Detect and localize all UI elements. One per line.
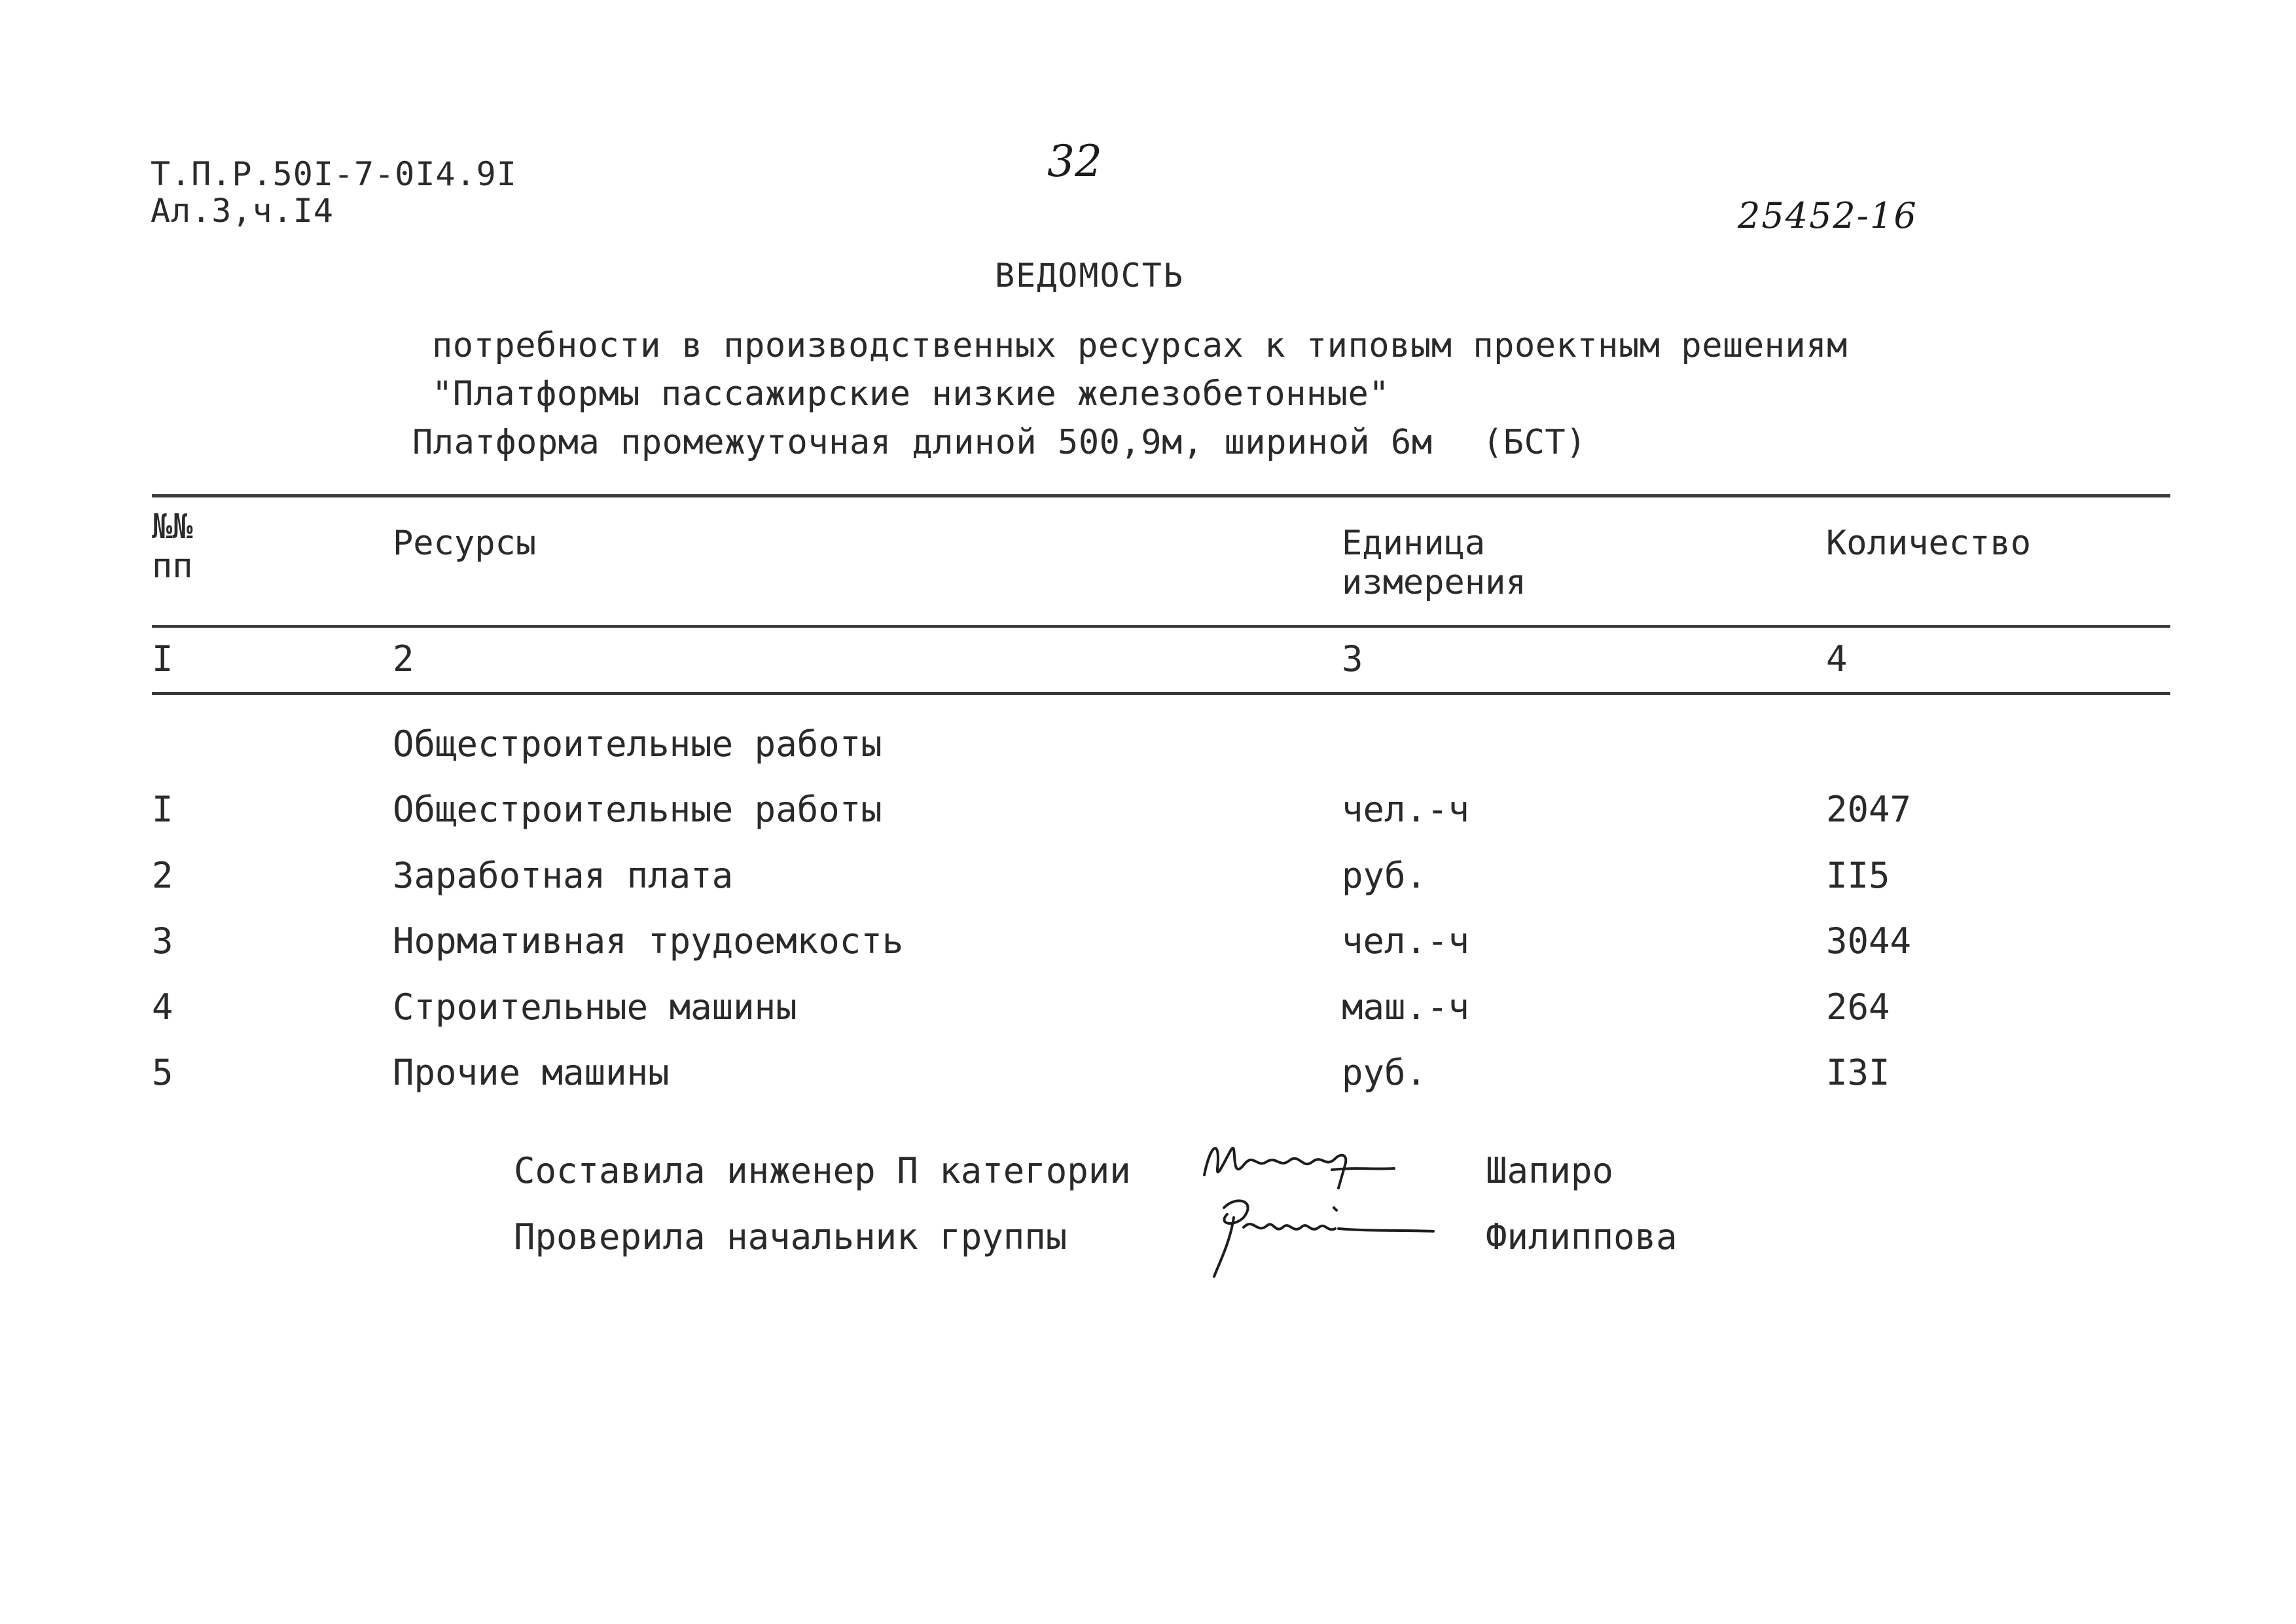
subtitle-line-1: потребности в производственных ресурсах к типовым проектным решениям	[432, 326, 1848, 365]
header-unit	[1342, 524, 1526, 602]
row-number: 5	[152, 1052, 173, 1093]
header-quantity: Количество	[1826, 524, 2032, 563]
row-quantity: І3І	[1826, 1052, 1890, 1093]
row-resource: Нормативная трудоемкость	[393, 920, 904, 962]
column-number-2: 2	[393, 638, 414, 679]
row-resource: Общестроительные работы	[393, 789, 882, 830]
row-quantity: 3044	[1826, 920, 1912, 962]
header-number-line-1: №№	[152, 507, 193, 547]
document-code-line-1: Т.П.Р.50І-7-0І4.9І	[151, 155, 517, 193]
header-unit-line-1: Единица	[1342, 524, 1486, 563]
header-bottom-rule	[152, 625, 2170, 628]
row-quantity: 2047	[1826, 789, 1912, 830]
checked-by-name: Филиппова	[1486, 1216, 1677, 1257]
checked-signature-image	[1198, 1188, 1440, 1286]
subtitle-code: (БСТ)	[1482, 423, 1587, 462]
row-number: 2	[152, 855, 173, 896]
compiled-by-name: Шапиро	[1486, 1150, 1614, 1191]
row-quantity: ІІ5	[1826, 855, 1890, 896]
header-number-line-2: пп	[152, 547, 193, 586]
subtitle-line-2: "Платформы пассажирские низкие железобетонные"	[432, 374, 1390, 414]
compiled-by-label: Составила инженер П категории	[514, 1150, 1131, 1191]
page-number: 32	[1047, 136, 1102, 187]
row-unit: маш.-ч	[1342, 986, 1470, 1028]
column-numbers-rule	[152, 692, 2170, 695]
row-quantity: 264	[1826, 986, 1890, 1028]
subtitle-line-3: Платформа промежуточная длиной 500,9м, шириной 6м	[412, 423, 1433, 462]
row-number: І	[152, 789, 173, 830]
row-resource: Прочие машины	[393, 1052, 670, 1093]
header-resources: Ресурсы	[393, 524, 537, 563]
column-number-1: І	[152, 638, 173, 679]
document-code	[151, 156, 517, 229]
section-title: Общестроительные работы	[393, 723, 882, 765]
row-unit: руб.	[1342, 1052, 1427, 1093]
row-unit: руб.	[1342, 855, 1427, 896]
row-resource: Заработная плата	[393, 855, 734, 896]
row-resource: Строительные машины	[393, 986, 797, 1028]
document-title: ВЕДОМОСТЬ	[995, 257, 1184, 295]
row-unit: чел.-ч	[1342, 920, 1470, 962]
row-number: 3	[152, 920, 173, 962]
registration-number: 25452-16	[1738, 195, 1918, 236]
table-top-rule	[152, 494, 2170, 497]
document-code-line-2: Ал.3,ч.І4	[151, 192, 334, 230]
column-number-4: 4	[1826, 638, 1848, 679]
header-unit-line-2: измерения	[1342, 563, 1526, 602]
row-unit: чел.-ч	[1342, 789, 1470, 830]
header-number	[152, 507, 193, 586]
column-number-3: 3	[1342, 638, 1363, 679]
checked-by-label: Проверила начальник группы	[514, 1216, 1067, 1257]
row-number: 4	[152, 986, 173, 1028]
